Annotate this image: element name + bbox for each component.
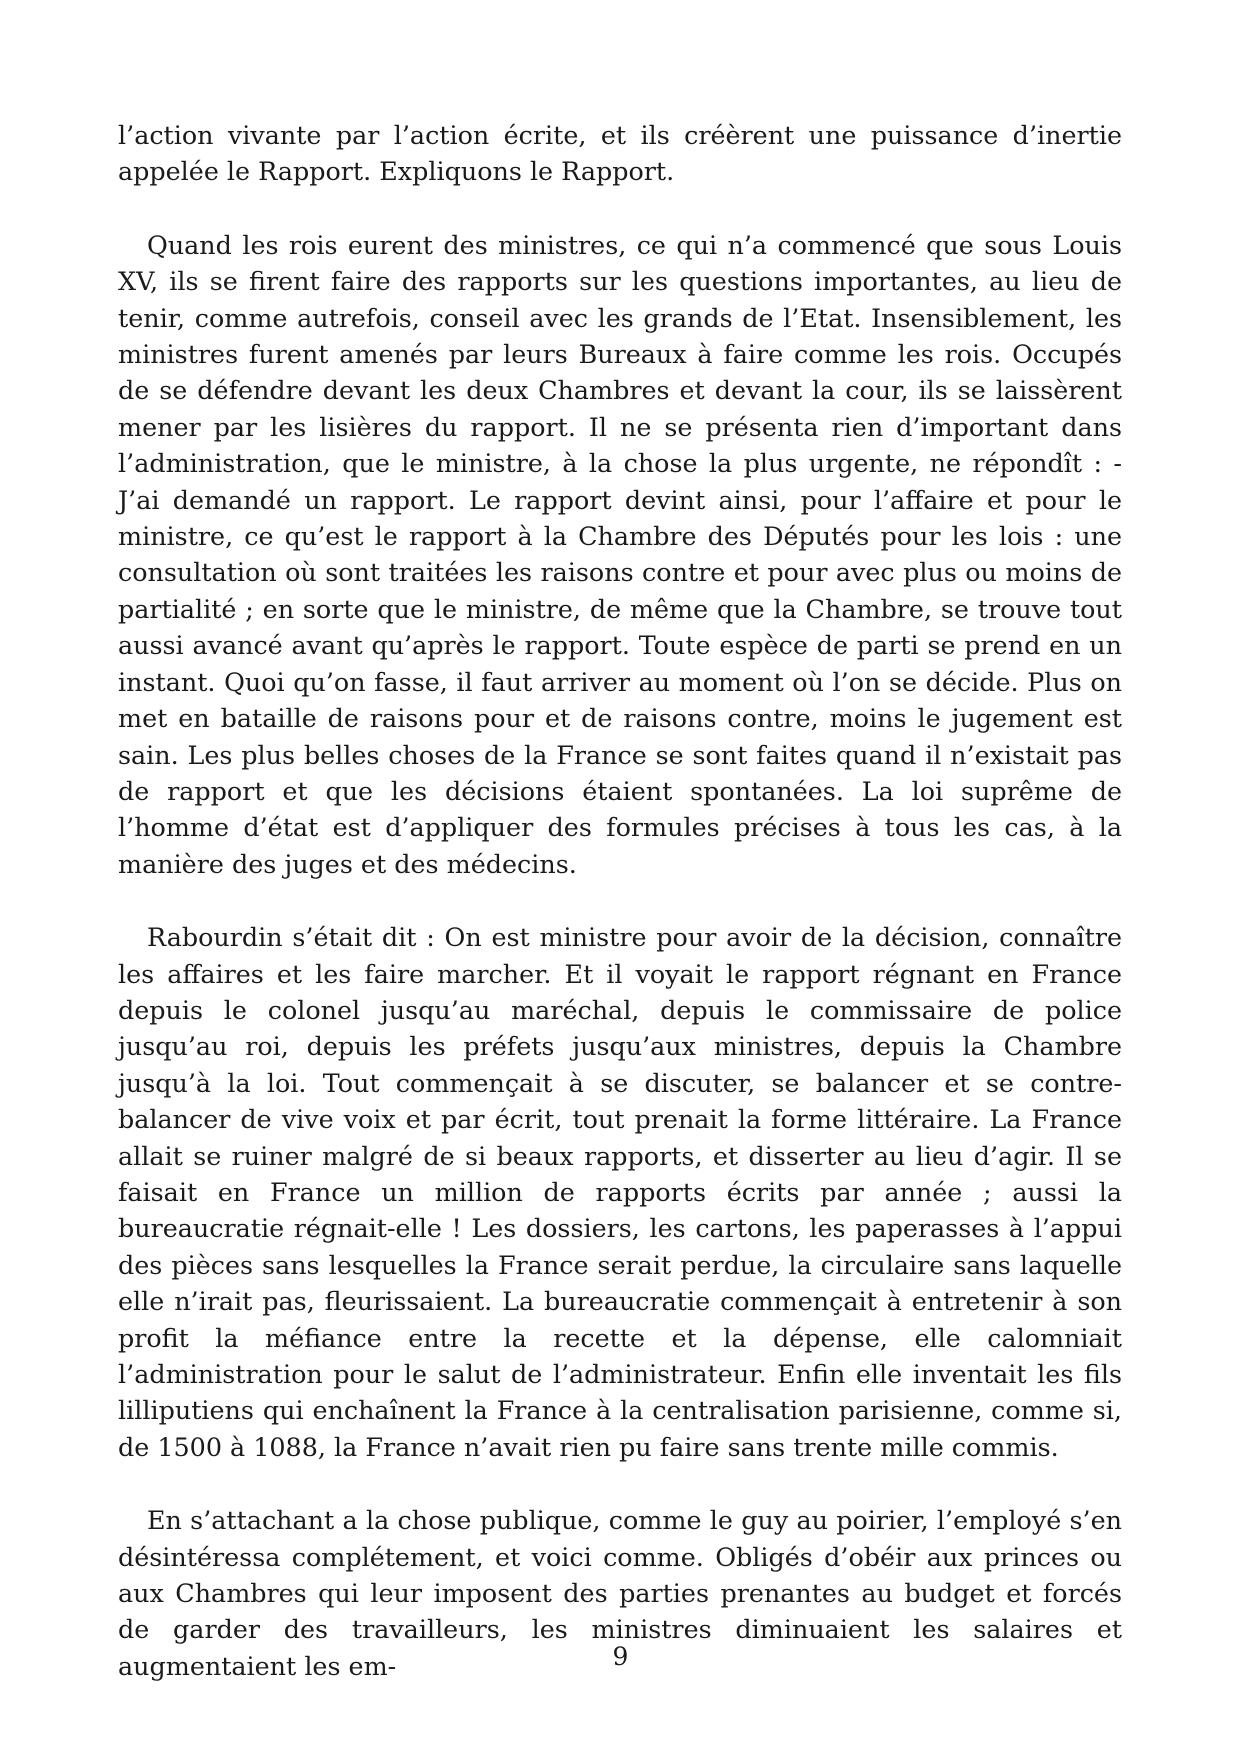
paragraph-3: Rabourdin s’était dit : On est ministre pour avoir de la décision, connaître les affaires et les faire marcher. Et il voyait le rapport régnant en France depuis le colonel jusqu’au maréchal, depuis le commissaire de police jusqu’au roi, depuis les préfets jusqu’aux ministres, depuis la Chambre jusqu’à la loi. Tout commençait à se discuter, se balancer et se contre-balancer de vive voix et par écrit, tout prenait la forme littéraire. La France allait se ruiner malgré de si beaux rapports, et disserter au lieu d’agir. Il se faisait en France un million de rapports écrits par année ; aussi la bureaucratie régnait-elle ! Les dossiers, les cartons, les paperasses à l’appui des pièces sans lesquelles la France serait perdue, la circulaire sans laquelle elle n’irait pas, fleurissaient. La bureaucratie commençait à entretenir à son profit la méfiance entre la recette et la dépense, elle calomniait l’administration pour le salut de l’administrateur. Enfin elle inventait les fils lilliputiens qui enchaînent la France à la centralisation parisienne, comme si, de 1500 à 1088, la France n’avait rien pu faire sans trente mille commis. <box>118 922 1122 1462</box>
paragraph-1: l’action vivante par l’action écrite, et ils créèrent une puissance d’inertie appelée le Rapport. Expliquons le Rapport. <box>118 120 1122 187</box>
paragraph-4: En s’attachant a la chose publique, comme le guy au poirier, l’employé s’en désintéressa complétement, et voici comme. Obligés d’obéir aux princes ou aux Chambres qui leur imposent des parties prenantes au budget et forcés de garder des travailleurs, les ministres diminuaient les salaires et augmentaient les em- <box>118 1505 1122 1681</box>
page-number: 9 <box>612 1642 629 1671</box>
body-text <box>118 117 1122 1721</box>
paragraph-2: Quand les rois eurent des ministres, ce qui n’a commencé que sous Louis XV, ils se firent faire des rapports sur les questions importantes, au lieu de tenir, comme autrefois, conseil avec les grands de l’Etat. Insensiblement, les ministres furent amenés par leurs Bureaux à faire comme les rois. Occupés de se défendre devant les deux Chambres et devant la cour, ils se laissèrent mener par les lisières du rapport. Il ne se présenta rien d’important dans l’administration, que le ministre, à la chose la plus urgente, ne répondît : - J’ai demandé un rapport. Le rapport devint ainsi, pour l’affaire et pour le ministre, ce qu’est le rapport à la Chambre des Députés pour les lois : une consultation où sont traitées les raisons contre et pour avec plus ou moins de partialité ; en sorte que le ministre, de même que la Chambre, se trouve tout aussi avancé avant qu’après le rapport. Toute espèce de parti se prend en un instant. Quoi qu’on fasse, il faut arriver au moment où l’on se décide. Plus on met en bataille de raisons pour et de raisons contre, moins le jugement est sain. Les plus belles choses de la France se sont faites quand il n’existait pas de rapport et que les décisions étaient spontanées. La loi suprême de l’homme d’état est d’appliquer des formules précises à tous les cas, à la manière des juges et des médecins. <box>118 229 1122 879</box>
